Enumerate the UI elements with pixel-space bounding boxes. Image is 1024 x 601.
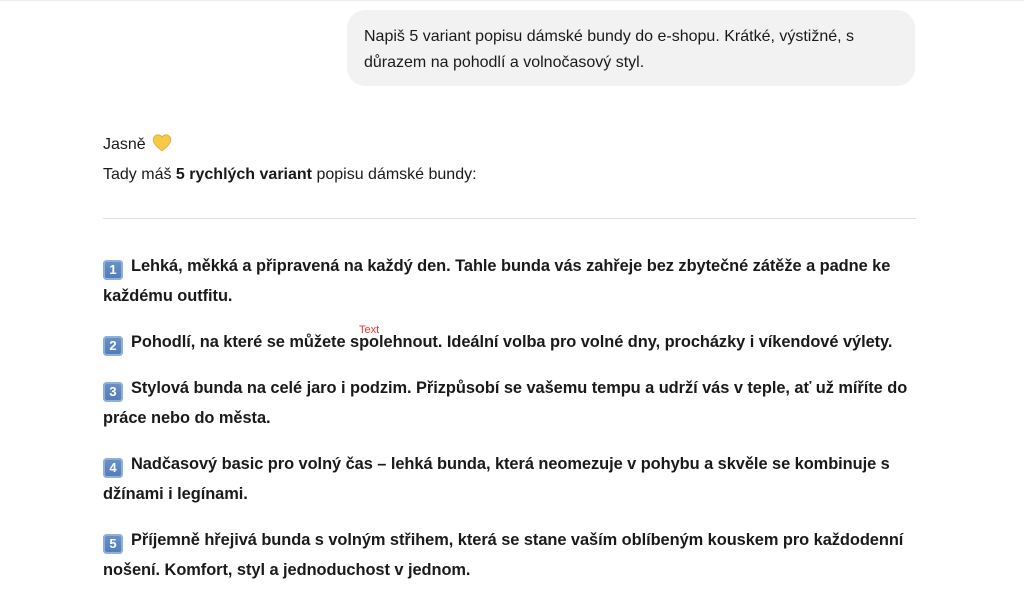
top-divider [0, 0, 1024, 1]
yellow-heart-icon [152, 133, 172, 153]
overlay-text-label: Text [359, 324, 380, 336]
variant-text: Příjemně hřejivá bunda s volným střihem, která se stane vaším oblíbeným kouskem pro každodenní nošení. Komfort, styl a jednoduchost v jednom. [103, 531, 904, 579]
section-divider [103, 218, 916, 219]
intro-bold: 5 rychlých variant [175, 166, 312, 183]
keycap-3-icon: 3 [103, 382, 123, 402]
variant-text: Lehká, měkká a připravená na každý den. Tahle bunda vás zahřeje bez zbytečné zátěže a padne ke každému outfitu. [103, 257, 891, 305]
intro-suffix: popisu dámské bundy: [312, 166, 477, 183]
intro-prefix: Tady máš [103, 166, 176, 183]
assistant-message [103, 130, 918, 190]
list-item [103, 251, 918, 311]
keycap-5-icon: 5 [103, 534, 123, 554]
variant-list [103, 251, 918, 601]
assistant-greeting [103, 130, 918, 160]
variant-text: Pohodlí, na které se můžete spolehnout. Ideální volba pro volné dny, procházky i víkendové výlety. [131, 333, 893, 351]
keycap-1-icon: 1 [103, 260, 123, 280]
variant-text: Stylová bunda na celé jaro i podzim. Přizpůsobí se vašemu tempu a udrží vás v teple, ať už míříte do práce nebo do města. [103, 379, 908, 427]
user-message-text: Napiš 5 variant popisu dámské bundy do e-shopu. Krátké, výstižné, s důrazem na pohodlí a volnočasový styl. [364, 28, 855, 71]
variant-text: Nadčasový basic pro volný čas – lehká bunda, která neomezuje v pohybu a skvěle se kombinuje s džínami i legínami. [103, 455, 890, 503]
greeting-text: Jasně [103, 136, 146, 153]
keycap-4-icon: 4 [103, 458, 123, 478]
user-message-bubble [347, 10, 915, 86]
list-item [103, 525, 918, 585]
keycap-2-icon: 2 [103, 336, 123, 356]
list-item [103, 327, 918, 357]
list-item [103, 449, 918, 509]
list-item [103, 373, 918, 433]
assistant-intro [103, 160, 918, 190]
